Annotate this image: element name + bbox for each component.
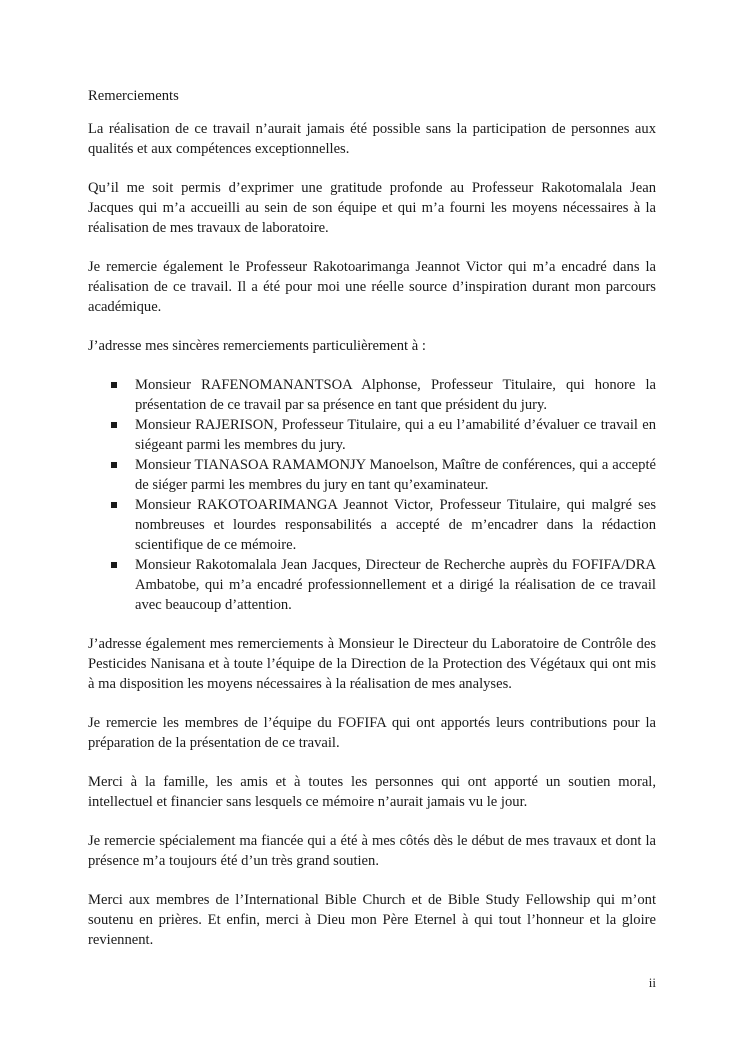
list-item	[135, 495, 656, 555]
paragraph-list-intro: J’adresse mes sincères remerciements particulièrement à :	[88, 338, 426, 354]
paragraph-rakotomalala: Qu’il me soit permis d’exprimer une gratitude profonde au Professeur Rakotomalala Jean Jacques qui m’a accueilli au sein de son équipe et qui m’a fourni les moyens nécessaires à la réalisation de mes travaux de laboratoire.	[88, 180, 656, 236]
list-item	[135, 455, 656, 495]
square-bullet-icon	[111, 382, 117, 388]
paragraph-laboratory: J’adresse également mes remerciements à Monsieur le Directeur du Laboratoire de Contrôle des Pesticides Nanisana et à toute l’équipe de la Direction de la Protection des Végétaux qui ont mis à ma disposition les moyens nécessaires à la réalisation de mes analyses.	[88, 636, 656, 692]
paragraph-fofifa: Je remercie les membres de l’équipe du FOFIFA qui ont apportés leurs contributions pour la préparation de la présentation de ce travail.	[88, 715, 656, 751]
square-bullet-icon	[111, 502, 117, 508]
square-bullet-icon	[111, 562, 117, 568]
list-item-text: Monsieur RAFENOMANANTSOA Alphonse, Professeur Titulaire, qui honore la présentation de ce travail par sa présence en tant que président du jury.	[135, 377, 656, 413]
list-item	[135, 375, 656, 415]
paragraph-rakotoarimanga: Je remercie également le Professeur Rakotoarimanga Jeannot Victor qui m’a encadré dans la réalisation de ce travail. Il a été pour moi une réelle source d’inspiration durant mon parcours académique.	[88, 259, 656, 315]
document-page	[88, 86, 656, 969]
jury-list	[88, 375, 656, 615]
list-item	[135, 415, 656, 455]
paragraph-family: Merci à la famille, les amis et à toutes les personnes qui ont apporté un soutien moral, intellectuel et financier sans lesquels ce mémoire n’aurait jamais vu le jour.	[88, 774, 656, 810]
list-item-text: Monsieur RAJERISON, Professeur Titulaire, qui a eu l’amabilité d’évaluer ce travail en siégeant parmi les membres du jury.	[135, 417, 656, 453]
list-item-text: Monsieur TIANASOA RAMAMONJY Manoelson, Maître de conférences, qui a accepté de siéger parmi les membres du jury en tant qu’examinateur.	[135, 457, 656, 493]
list-item-text: Monsieur Rakotomalala Jean Jacques, Directeur de Recherche auprès du FOFIFA/DRA Ambatobe, qui m’a encadré professionnellement et a dirigé la réalisation de ce travail avec beaucoup d’attention.	[135, 557, 656, 613]
page-number: ii	[648, 975, 656, 990]
page-title: Remerciements	[88, 88, 179, 104]
list-item	[135, 555, 656, 615]
paragraph-fiancee: Je remercie spécialement ma fiancée qui a été à mes côtés dès le début de mes travaux et dont la présence m’a toujours été d’un très grand soutien.	[88, 833, 656, 869]
paragraph-church: Merci aux membres de l’International Bible Church et de Bible Study Fellowship qui m’ont soutenu en prières. Et enfin, merci à Dieu mon Père Eternel à qui tout l’honneur et la gloire reviennent.	[88, 892, 656, 948]
square-bullet-icon	[111, 462, 117, 468]
paragraph-intro: La réalisation de ce travail n’aurait jamais été possible sans la participation de personnes aux qualités et aux compétences exceptionnelles.	[88, 121, 656, 157]
square-bullet-icon	[111, 422, 117, 428]
list-item-text: Monsieur RAKOTOARIMANGA Jeannot Victor, Professeur Titulaire, qui malgré ses nombreuses et lourdes responsabilités a accepté de m’encadrer dans la rédaction scientifique de ce mémoire.	[135, 497, 656, 553]
